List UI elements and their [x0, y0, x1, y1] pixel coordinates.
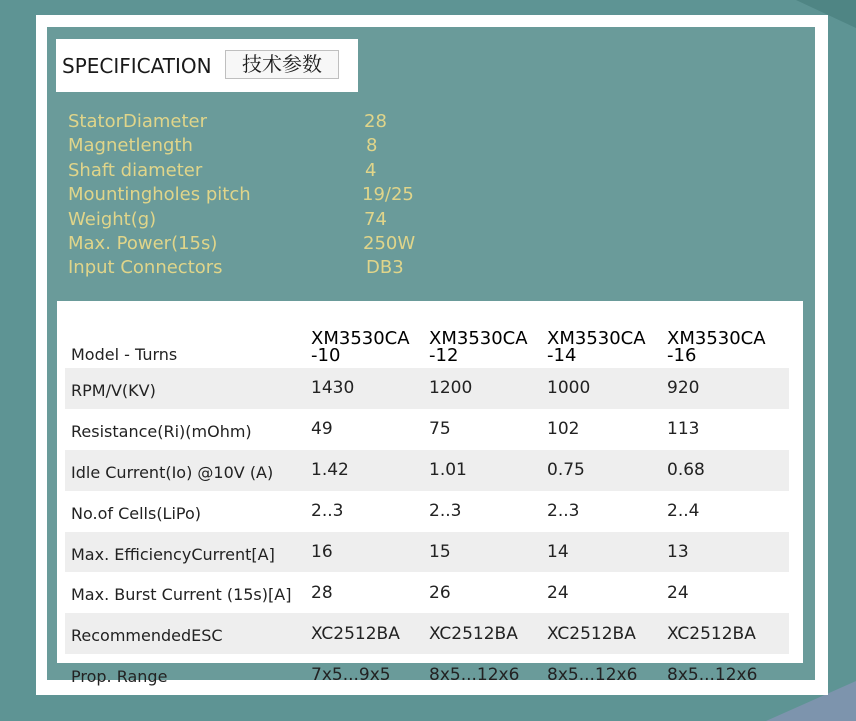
spec-header [56, 39, 358, 92]
spec-value: DB3 [366, 257, 404, 279]
table-cell: 920 [661, 368, 789, 409]
table-cell: 0.68 [661, 450, 789, 491]
model-name: XM3530CA [429, 328, 528, 349]
table-row [65, 654, 789, 695]
table-cell: 1.01 [423, 450, 541, 491]
spec-value: 28 [364, 111, 387, 132]
table-cell: 8x5...12x6 [429, 664, 520, 685]
chinese-label: 技术参数 [225, 50, 339, 79]
model-table [65, 305, 789, 695]
table-row [65, 572, 789, 613]
model-turns: -10 [311, 345, 341, 366]
spec-table [57, 301, 803, 687]
spec-label: StatorDiameter [68, 111, 208, 132]
table-row [65, 613, 789, 654]
spec-label: Weight(g) [68, 208, 157, 230]
row-label: RecommendedESC [65, 613, 305, 654]
table-cell: 113 [667, 419, 700, 440]
table-row [65, 491, 789, 532]
row-label: No.of Cells(LiPo) [71, 503, 202, 523]
model-cell [305, 305, 423, 368]
table-cell: 16 [305, 532, 423, 573]
spec-label: Mountingholes pitch [68, 184, 251, 206]
row-label: Max. EfficiencyCurrent[A] [65, 532, 305, 573]
table-row [65, 532, 789, 573]
table-cell: 8x5...12x6 [667, 664, 758, 685]
table-cell: 1430 [305, 368, 423, 409]
table-cell: 13 [661, 532, 789, 573]
row-label: Resistance(Ri)(mOhm) [71, 421, 252, 441]
table-cell: 26 [429, 582, 451, 603]
table-cell: 2..4 [667, 501, 700, 522]
row-label: Model - Turns [71, 345, 178, 364]
row-label: RPM/V(KV) [65, 368, 305, 409]
table-cell: 0.75 [541, 450, 661, 491]
model-name: XM3530CA [311, 328, 410, 349]
table-cell: 28 [311, 582, 333, 603]
row-label: Idle Current(Io) @10V (A) [65, 450, 305, 491]
table-cell: 14 [541, 532, 661, 573]
spec-value: 250W [363, 232, 416, 254]
table-cell: 24 [667, 582, 689, 603]
spec-value: 74 [364, 208, 387, 230]
table-row [65, 409, 789, 450]
model-name: XM3530CA [547, 328, 646, 349]
model-cell [423, 305, 541, 368]
table-cell: 15 [423, 532, 541, 573]
table-cell: 1.42 [305, 450, 423, 491]
table-cell: XC2512BA [305, 613, 423, 654]
table-cell: 2..3 [547, 501, 580, 522]
table-row [65, 368, 789, 409]
model-cell [541, 305, 661, 368]
model-name: XM3530CA [667, 328, 766, 349]
model-cell [661, 305, 789, 368]
table-cell: 24 [547, 582, 569, 603]
table-cell: 102 [547, 419, 580, 440]
table-cell: XC2512BA [423, 613, 541, 654]
table-cell: 75 [429, 419, 451, 440]
table-cell: XC2512BA [541, 613, 661, 654]
row-label: Max. Burst Current (15s)[A] [71, 585, 292, 605]
table-cell: 1000 [541, 368, 661, 409]
spec-value: 8 [366, 135, 378, 157]
spec-label: Max. Power(15s) [68, 232, 218, 254]
spec-value: 19/25 [362, 184, 414, 206]
table-cell: 7x5...9x5 [311, 664, 391, 685]
table-row [65, 450, 789, 491]
table-cell: 8x5...12x6 [547, 664, 638, 685]
spec-title: SPECIFICATION [62, 54, 212, 78]
spec-label: Shaft diameter [68, 159, 203, 181]
table-header-row [65, 305, 789, 368]
table-cell: 2..3 [429, 501, 462, 522]
spec-label: Input Connectors [68, 257, 223, 279]
spec-value: 4 [365, 159, 377, 181]
table-cell: XC2512BA [661, 613, 789, 654]
spec-label: Magnetlength [68, 135, 193, 157]
model-turns: -12 [429, 345, 459, 366]
table-cell: 1200 [423, 368, 541, 409]
model-turns: -14 [547, 345, 577, 366]
table-cell: 49 [311, 419, 333, 440]
model-turns: -16 [667, 345, 697, 366]
row-label: Prop. Range [71, 667, 168, 687]
table-cell: 2..3 [311, 501, 344, 522]
